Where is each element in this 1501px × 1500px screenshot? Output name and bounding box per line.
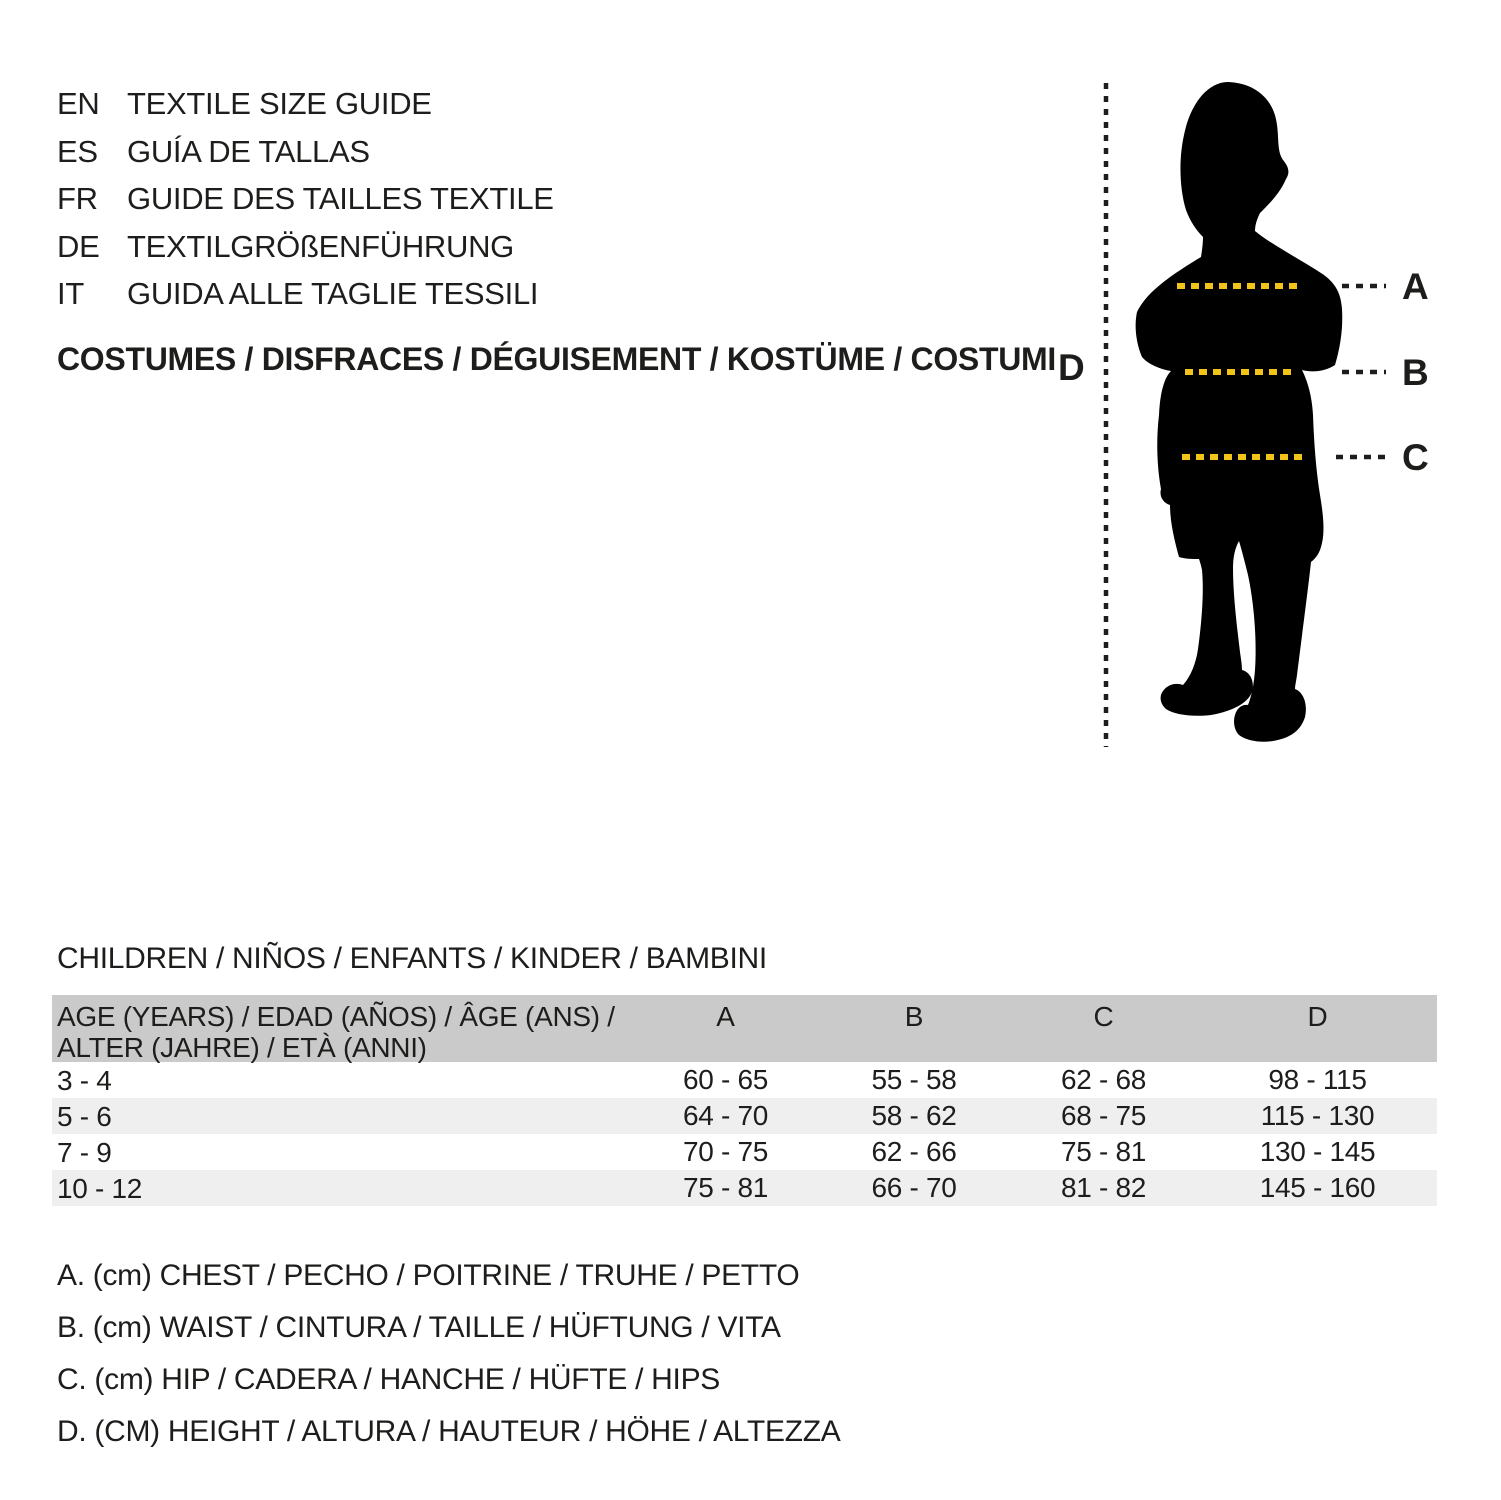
legend-waist: B. (cm) WAIST / CINTURA / TAILLE / HÜFTUNG / VITA — [57, 1311, 781, 1344]
table-row — [52, 1170, 1437, 1206]
language-title: TEXTILE SIZE GUIDE — [127, 86, 432, 121]
age-cell: 3 - 4 — [57, 1064, 112, 1096]
hip-cell: 75 - 81 — [1060, 1136, 1147, 1167]
legend-chest: A. (cm) CHEST / PECHO / POITRINE / TRUHE / PETTO — [57, 1259, 800, 1292]
age-cell: 7 - 9 — [57, 1136, 112, 1168]
age-header-line2: ALTER (JAHRE) / ETÀ (ANNI) — [57, 1032, 427, 1063]
column-header-a: A — [716, 1001, 735, 1032]
language-code: IT — [57, 276, 84, 311]
waist-cell: 58 - 62 — [871, 1100, 957, 1131]
hip-label: C — [1402, 437, 1429, 478]
waist-cell: 55 - 58 — [871, 1064, 957, 1095]
chest-label: A — [1402, 266, 1429, 307]
children-size-table — [52, 995, 1437, 1206]
height-label: D — [1058, 347, 1085, 388]
table-row — [52, 1098, 1437, 1134]
language-title: GUÍA DE TALLAS — [127, 133, 370, 169]
age-cell: 10 - 12 — [57, 1172, 143, 1204]
language-code: DE — [57, 228, 100, 264]
age-header-line1: AGE (YEARS) / EDAD (AÑOS) / ÂGE (ANS) / — [57, 1001, 615, 1032]
language-title-list — [57, 80, 554, 318]
column-header-b: B — [904, 1001, 924, 1032]
language-title: GUIDA ALLE TAGLIE TESSILI — [127, 276, 539, 311]
hip-cell: 68 - 75 — [1060, 1100, 1147, 1131]
chest-cell: 70 - 75 — [682, 1136, 769, 1167]
waist-cell: 62 - 66 — [871, 1136, 957, 1167]
language-row-en — [57, 80, 554, 128]
column-header-c: C — [1093, 1001, 1114, 1032]
language-row-fr — [57, 175, 554, 223]
chest-cell: 75 - 81 — [682, 1172, 769, 1203]
legend-height: D. (CM) HEIGHT / ALTURA / HAUTEUR / HÖHE / ALTEZZA — [57, 1415, 841, 1448]
chest-cell: 60 - 65 — [682, 1064, 769, 1095]
language-code: EN — [57, 86, 100, 121]
child-silhouette-diagram — [1050, 75, 1450, 755]
language-title: GUIDE DES TAILLES TEXTILE — [127, 181, 554, 216]
measurement-figure — [1050, 75, 1450, 755]
measurement-legend — [57, 1250, 840, 1458]
age-cell: 5 - 6 — [57, 1100, 112, 1132]
chest-cell: 64 - 70 — [682, 1100, 769, 1131]
language-row-it — [57, 270, 554, 318]
language-row-es — [57, 128, 554, 176]
waist-label: B — [1402, 352, 1429, 393]
language-row-de — [57, 223, 554, 271]
age-column-header — [52, 995, 632, 1063]
height-cell: 130 - 145 — [1259, 1136, 1376, 1167]
legend-hip: C. (cm) HIP / CADERA / HANCHE / HÜFTE / HIPS — [57, 1363, 720, 1396]
table-header-row — [52, 995, 1437, 1062]
language-code: FR — [57, 181, 98, 216]
waist-cell: 66 - 70 — [871, 1172, 957, 1203]
language-title: TEXTILGRÖßENFÜHRUNG — [127, 228, 514, 264]
column-header-d: D — [1307, 1001, 1328, 1032]
hip-cell: 62 - 68 — [1060, 1064, 1147, 1095]
table-row — [52, 1062, 1437, 1098]
language-code: ES — [57, 133, 98, 169]
category-title: COSTUMES / DISFRACES / DÉGUISEMENT / KOSTÜME / COSTUMI — [57, 341, 1056, 377]
hip-cell: 81 - 82 — [1060, 1172, 1147, 1203]
table-row — [52, 1134, 1437, 1170]
height-cell: 145 - 160 — [1259, 1172, 1376, 1203]
height-cell: 115 - 130 — [1260, 1100, 1375, 1131]
children-section-title: CHILDREN / NIÑOS / ENFANTS / KINDER / BAMBINI — [57, 942, 767, 975]
height-cell: 98 - 115 — [1268, 1064, 1367, 1095]
child-silhouette — [1136, 82, 1343, 742]
